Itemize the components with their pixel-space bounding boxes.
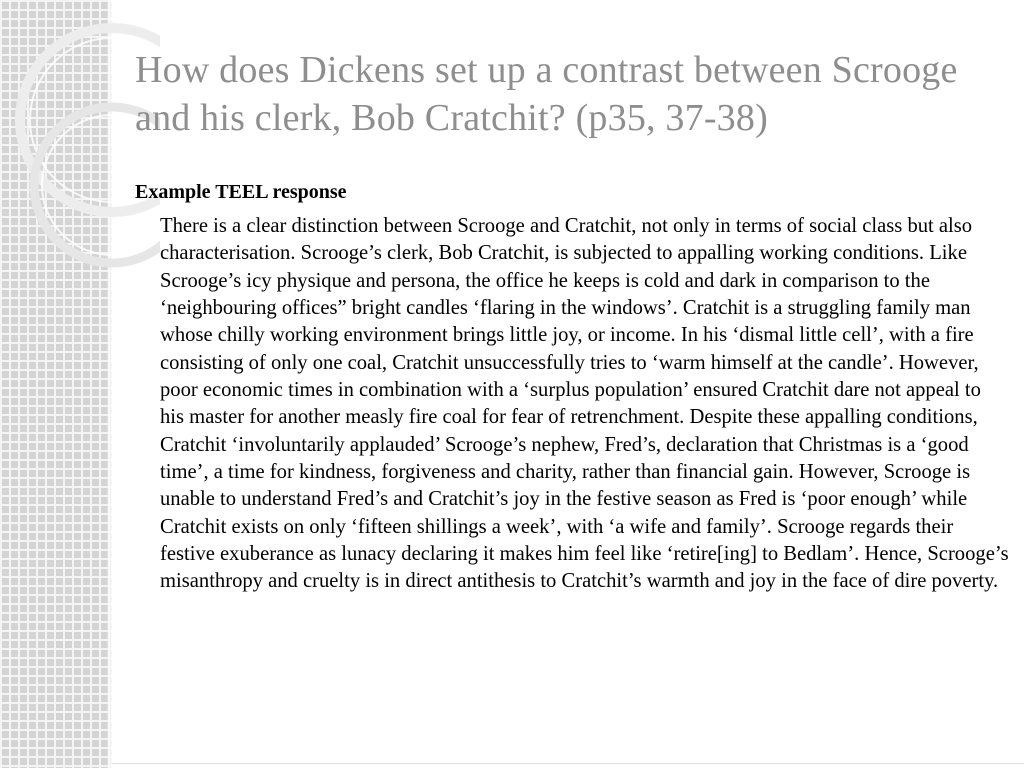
slide-bottom-divider [112, 763, 1024, 764]
slide-subheading: Example TEEL response [135, 181, 347, 203]
teel-response-paragraph: There is a clear distinction between Scrooge and Cratchit, not only in terms of social class but also characterisation. Scrooge’s clerk, Bob Cratchit, is subjected to appalling working conditions. Like Scrooge’s icy physique and persona, the office he keeps is cold and dark in comparison to the ‘neighbouring offices” bright candles ‘flaring in the windows’. Cratchit is a struggling family man whose chilly working environment brings little joy, or income. In his ‘dismal little cell’, with a fire consisting of only one coal, Cratchit unsuccessfully tries to ‘warm himself at the candle’. However, poor economic times in combination with a ‘surplus population’ ensured Cratchit dare not appeal to his master for another measly fire coal for fear of retrenchment. Despite these appalling conditions, Cratchit ‘involuntarily applauded’ Scrooge’s nephew, Fred’s, declaration that Christmas is a ‘good time’, a time for kindness, forgiveness and charity, rather than financial gain. However, Scrooge is unable to understand Fred’s and Cratchit’s joy in the festive season as Fred is ‘poor enough’ while Cratchit exists on only ‘fifteen shillings a week’, with ‘a wife and family’. Scrooge regards their festive exuberance as lunacy declaring it makes him feel like ‘retire[ing] to Bedlam’. Hence, Scrooge’s misanthropy and cruelty is in direct antithesis to Cratchit’s warmth and joy in the face of dire poverty. [160, 215, 1009, 593]
slide-title: How does Dickens set up a contrast between Scrooge and his clerk, Bob Cratchit? (p35, 37-38) [135, 49, 958, 139]
